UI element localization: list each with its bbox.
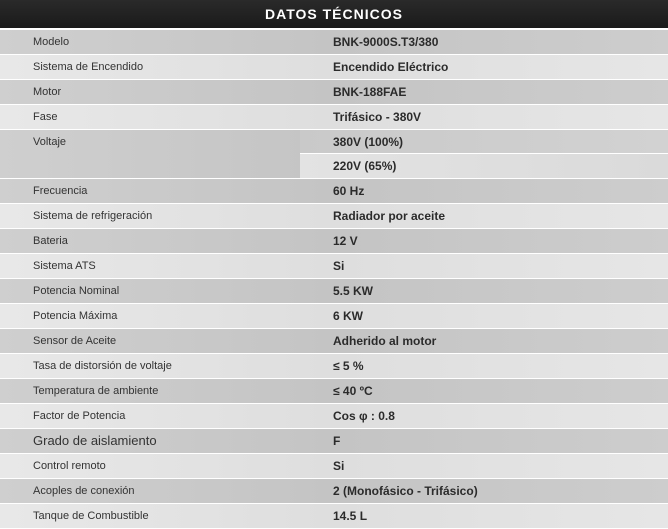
row-value: BNK-9000S.T3/380 — [333, 35, 439, 49]
row-value: Encendido Eléctrico — [333, 60, 449, 74]
row-value: 14.5 L — [333, 509, 368, 523]
row-label: Bateria — [33, 235, 68, 247]
row-label: Tanque de Combustible — [33, 510, 149, 522]
voltaje-values — [300, 130, 668, 178]
table-row — [0, 454, 668, 479]
row-value: 6 KW — [333, 309, 363, 323]
table-row — [0, 404, 668, 429]
row-value: 12 V — [333, 234, 358, 248]
table-row — [0, 179, 668, 204]
table-row — [0, 105, 668, 130]
row-value: 60 Hz — [333, 184, 365, 198]
row-label: Fase — [33, 111, 58, 123]
table-row — [0, 229, 668, 254]
row-value: 220V (65%) — [300, 154, 668, 178]
table-row — [0, 254, 668, 279]
row-label: Factor de Potencia — [33, 410, 126, 422]
row-value: 2 (Monofásico - Trifásico) — [333, 484, 478, 498]
row-label: Frecuencia — [33, 185, 88, 197]
row-label: Sistema de Encendido — [33, 61, 144, 73]
row-label: Sensor de Aceite — [33, 335, 117, 347]
row-value: Trifásico - 380V — [333, 110, 422, 124]
row-value: Cos φ : 0.8 — [333, 409, 395, 423]
row-label: Potencia Máxima — [33, 310, 118, 322]
row-label: Grado de aislamiento — [33, 433, 157, 448]
row-value: Radiador por aceite — [333, 209, 446, 223]
table-row — [0, 55, 668, 80]
row-label: Motor — [33, 86, 62, 98]
row-label: Modelo — [33, 36, 70, 48]
row-label: Acoples de conexión — [33, 485, 135, 497]
table-row-voltaje — [0, 130, 668, 179]
table-row — [0, 279, 668, 304]
row-label: Tasa de distorsión de voltaje — [33, 360, 172, 372]
row-value: 380V (100%) — [300, 130, 668, 154]
table-row — [0, 379, 668, 404]
row-label: Control remoto — [33, 460, 106, 472]
spec-table — [0, 30, 668, 529]
row-value: Si — [333, 259, 345, 273]
row-value: F — [333, 434, 341, 448]
table-row — [0, 479, 668, 504]
table-row — [0, 429, 668, 454]
table-row — [0, 204, 668, 229]
table-row — [0, 30, 668, 55]
table-row — [0, 304, 668, 329]
row-value: Adherido al motor — [333, 334, 437, 348]
row-value: 5.5 KW — [333, 284, 374, 298]
table-row — [0, 354, 668, 379]
row-label: Sistema de refrigeración — [33, 210, 153, 222]
row-label: Potencia Nominal — [33, 285, 120, 297]
row-value: ≤ 5 % — [333, 359, 364, 373]
row-label: Voltaje — [33, 136, 67, 148]
row-label: Sistema ATS — [33, 260, 96, 272]
table-row — [0, 504, 668, 529]
page-title: DATOS TÉCNICOS — [0, 0, 668, 30]
row-value: Si — [333, 459, 345, 473]
table-row — [0, 329, 668, 354]
table-row — [0, 80, 668, 105]
row-label: Temperatura de ambiente — [33, 385, 159, 397]
row-value: BNK-188FAE — [333, 85, 407, 99]
row-value: ≤ 40 ºC — [333, 384, 373, 398]
